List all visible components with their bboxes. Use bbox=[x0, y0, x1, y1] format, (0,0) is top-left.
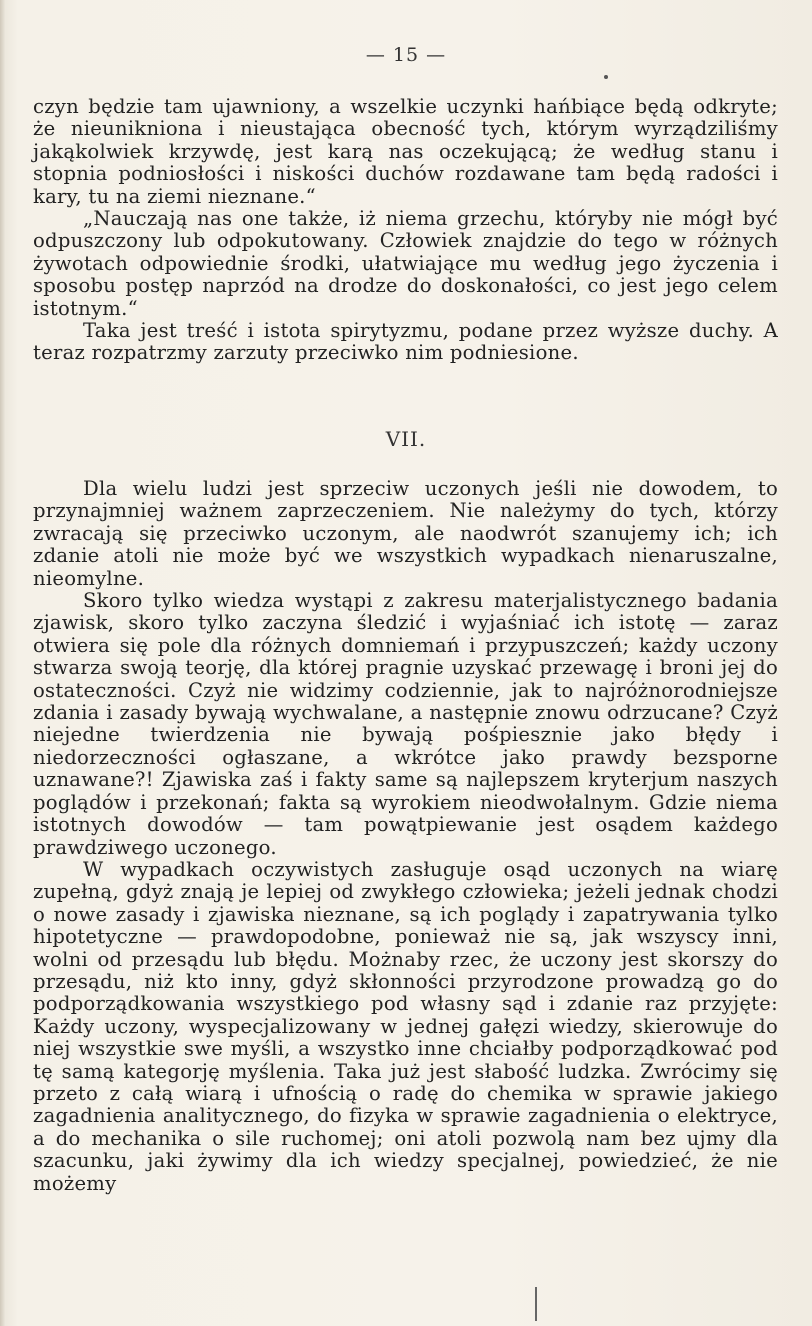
section-heading: VII. bbox=[385, 427, 427, 451]
paragraph-summary: Taka jest treść i istota spirytyzmu, podane przez wyższe duchy. A teraz rozpatrzmy zarzuty przeciwko nim podniesione. bbox=[33, 319, 778, 365]
ink-speck bbox=[604, 75, 608, 79]
text-block-top bbox=[33, 96, 778, 365]
paragraph-quote: „Nauczają nas one także, iż niema grzechu, któryby nie mógł być odpuszczony lub odpokutowany. Człowiek znajdzie do tego w różnych żywotach odpowiednie środki, ułatwiające mu według jego życzenia i sposobu postęp naprzód na drodze do doskonałości, co jest jego celem istotnym.“ bbox=[33, 207, 778, 320]
scan-artifact-mark bbox=[535, 1287, 537, 1321]
page-edge-shadow bbox=[0, 0, 5, 1326]
paragraph-science-theories: Skoro tylko wiedza wystąpi z zakresu materjalistycznego badania zjawisk, skoro tylko zaczyna śledzić i wyjaśniać ich istotę — zaraz otwiera się pole dla różnych domniemań i przypuszczeń; każdy uczony stwarza swoją teorję, dla której pragnie uzyskać przewagę i broni jej do ostateczności. Czyż nie widzimy codziennie, jak to najróżnorodniejsze zdania i zasady bywają wychwalane, a następnie znowu odrzucane? Czyż niejedne twierdzenia nie bywają pośpiesznie jako błędy i niedorzeczności ogłaszane, a wkrótce jako prawdy bezsporne uznawane?! Zjawiska zaś i fakty same są najlepszem kryterjum naszych poglądów i przekonań; fakta są wyrokiem nieodwołalnym. Gdzie niema istotnych dowodów — tam powątpiewanie jest osądem każdego prawdziwego uczonego. bbox=[33, 589, 778, 859]
paragraph-continuation: czyn będzie tam ujawniony, a wszelkie uczynki hańbiące będą odkryte; że nieunikniona i nieustająca obecność tych, którym wyrządziliśmy jakąkolwiek krzywdę, jest karą nas oczekującą; że według stanu i stopnia podniosłości i niskości duchów rozdawane tam będą radości i kary, tu na ziemi nieznane.“ bbox=[33, 95, 778, 208]
page-number: — 15 — bbox=[365, 44, 447, 66]
paragraph-obvious-cases: W wypadkach oczywistych zasługuje osąd uczonych na wiarę zupełną, gdyż znają je lepiej od zwykłego człowieka; jeżeli jednak chodzi o nowe zasady i zjawiska nieznane, są ich poglądy i zapatrywania tylko hipotetyczne — prawdopodobne, ponieważ nie są, jak wszyscy inni, wolni od przesądu lub błędu. Możnaby rzec, że uczony jest skorszy do przesądu, niż kto inny, gdyż skłonności przyrodzone prowadzą go do podporządkowania wszystkiego pod własny sąd i zdanie raz przyjęte: Każdy uczony, wyspecjalizowany w jednej gałęzi wiedzy, skierowuje do niej wszystkie swe myśli, a wszystko inne chciałby podporządkować pod tę samą kategorję myślenia. Taka już jest słabość ludzka. Zwrócimy się przeto z całą wiarą i ufnością o radę do chemika w sprawie jakiego zagadnienia analitycznego, do fizyka w sprawie zagadnienia o elektryce, a do mechanika o sile ruchomej; oni atoli pozwolą nam bez ujmy dla szacunku, jaki żywimy dla ich wiedzy specjalnej, powiedzieć, że nie możemy bbox=[33, 857, 778, 1195]
text-block-section-vii bbox=[33, 478, 778, 1195]
paragraph-scholars-opinion: Dla wielu ludzi jest sprzeciw uczonych jeśli nie dowodem, to przynajmniej ważnem zaprzeczeniem. Nie należymy do tych, którzy zwracają się przeciwko uczonym, ale naodwrót szanujemy ich; ich zdanie atoli nie może być we wszystkich wypadkach nienaruszalne, nieomylne. bbox=[33, 477, 778, 590]
